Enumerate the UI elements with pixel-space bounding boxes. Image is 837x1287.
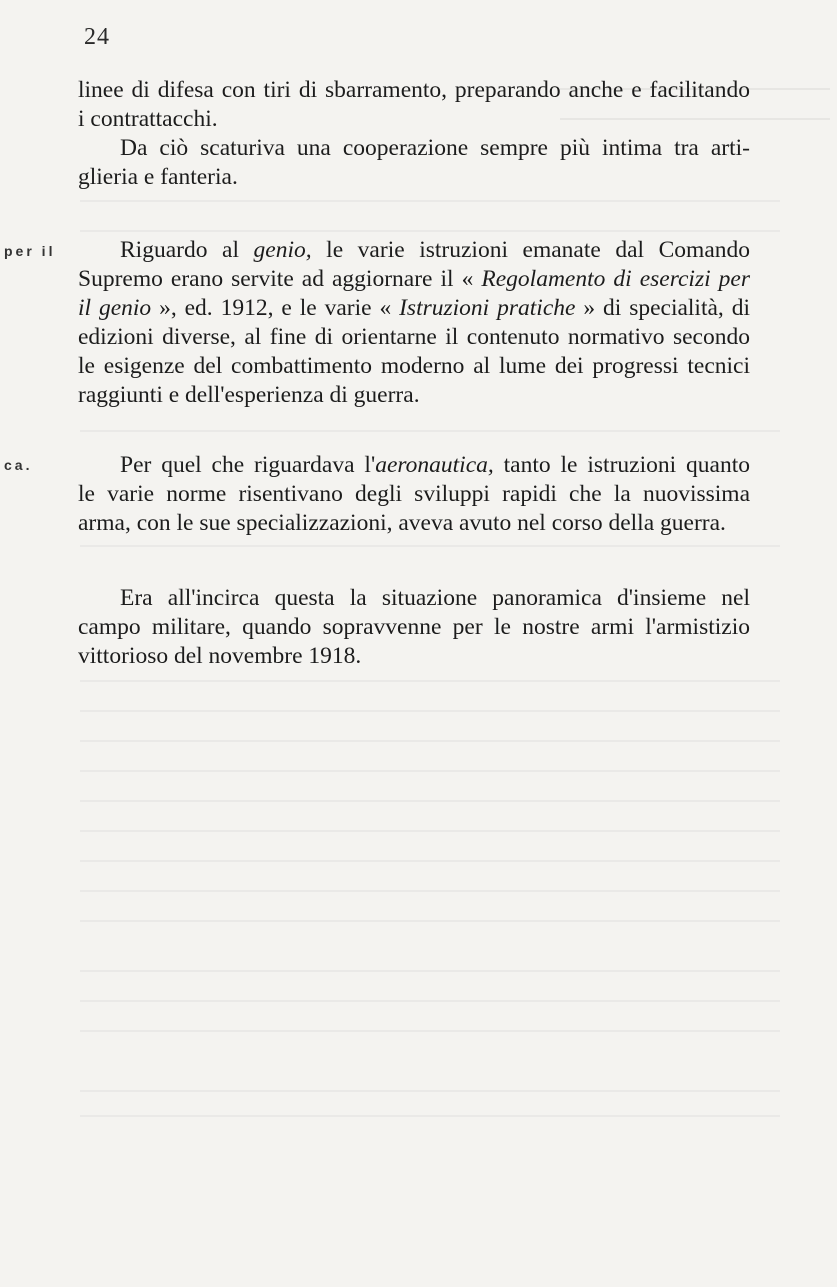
text-run: Riguardo al [120, 237, 254, 263]
text-line: glieria e fanteria. [78, 164, 238, 190]
paragraph-continuation [78, 76, 750, 134]
text-line: linee di difesa con tiri di sbarramento, preparando anche e facilitando [78, 77, 750, 103]
bleed-through-line [80, 890, 780, 892]
italic-term: genio, [253, 237, 312, 263]
text-line: le esigenze del combattimento moderno al lume dei progressi tecnici [78, 353, 750, 379]
bleed-through-line [80, 920, 780, 922]
text-line: Da ciò scaturiva una cooperazione sempre più intima tra arti- [120, 135, 750, 161]
paragraph-genio [78, 236, 750, 410]
text-line: edizioni diverse, al fine di orientarne il contenuto normativo secondo [78, 324, 750, 350]
text-run: le varie istruzioni emanate dal Comando [311, 237, 750, 263]
text-line: arma, con le sue specializzazioni, aveva avuto nel corso della guerra. [78, 510, 726, 536]
bleed-through-line [80, 545, 780, 547]
text-run: », ed. 1912, e le varie « [151, 295, 400, 321]
bleed-through-line [80, 830, 780, 832]
paragraph-aeronautica [78, 451, 750, 538]
bleed-through-line [80, 680, 780, 682]
italic-title: il genio [78, 295, 152, 321]
text-line: Era all'incirca questa la situazione panoramica d'insieme nel [120, 585, 750, 611]
text-line [78, 265, 750, 294]
italic-title: Regolamento di esercizi per [481, 266, 750, 292]
text-run: Per quel che riguardava l' [120, 452, 376, 478]
bleed-through-line [80, 710, 780, 712]
bleed-through-line [80, 1000, 780, 1002]
bleed-through-line [80, 230, 780, 232]
bleed-through-line [80, 970, 780, 972]
text-run: tanto le istruzioni quanto [493, 452, 750, 478]
bleed-through-line [80, 770, 780, 772]
bleed-through-line [80, 200, 780, 202]
italic-title: Istruzioni pratiche [399, 295, 576, 321]
margin-note-per-il: per il [4, 243, 56, 259]
bleed-through-line [80, 1090, 780, 1092]
text-line [78, 451, 750, 480]
paragraph-armistizio [78, 584, 750, 671]
text-line: i contrattacchi. [78, 106, 218, 132]
text-run: Supremo erano servite ad aggiornare il « [78, 266, 482, 292]
text-line [78, 294, 750, 323]
page-number: 24 [84, 24, 110, 50]
margin-note-ca: ca. [4, 457, 33, 473]
bleed-through-line [80, 1115, 780, 1117]
text-run: » di specialità, di [575, 295, 750, 321]
text-line: campo militare, quando sopravvenne per le nostre armi l'armistizio [78, 614, 750, 640]
text-line: raggiunti e dell'esperienza di guerra. [78, 382, 420, 408]
bleed-through-line [80, 860, 780, 862]
bleed-through-line [80, 800, 780, 802]
bleed-through-line [80, 1030, 780, 1032]
italic-term: aeronautica, [375, 452, 494, 478]
text-line: le varie norme risentivano degli sviluppi rapidi che la nuovissima [78, 481, 750, 507]
paragraph-cooperation [78, 134, 750, 192]
text-line: vittorioso del novembre 1918. [78, 643, 362, 669]
bleed-through-line [80, 740, 780, 742]
text-line [78, 236, 750, 265]
bleed-through-line [80, 430, 780, 432]
